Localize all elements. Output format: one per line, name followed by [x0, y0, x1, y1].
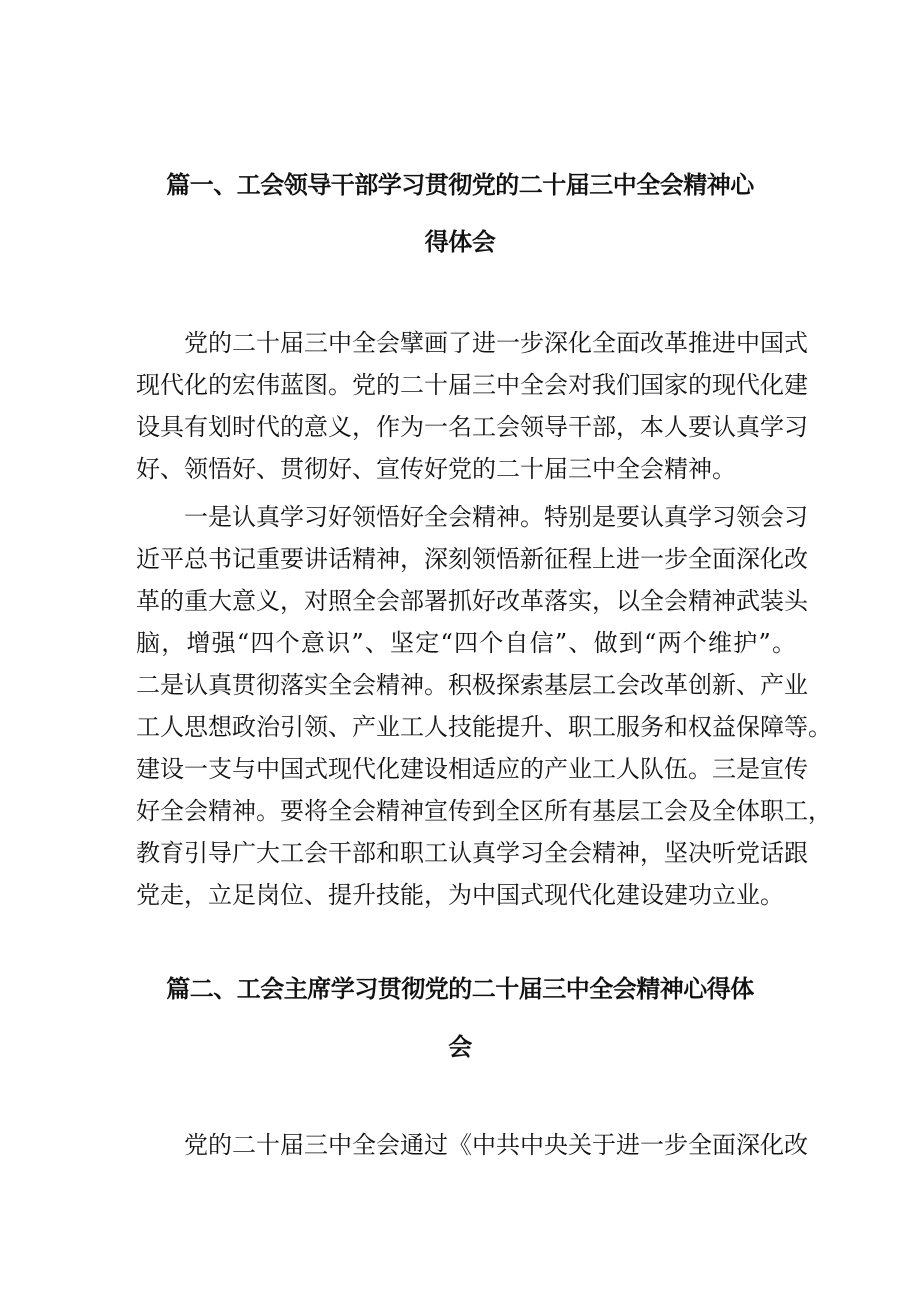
section1-p1-line: 党的二十届三中全会擘画了进一步深化全面改革推进中国式 [184, 329, 808, 357]
section2-title-line2: 会 [448, 1033, 472, 1061]
section1-p1-line: 好、领悟好、贯彻好、宣传好党的二十届三中全会精神。 [136, 455, 736, 483]
section1-p2-line: 好全会精神。要将全会精神宣传到全区所有基层工会及全体职工， [136, 797, 832, 825]
section1-p2-line: 近平总书记重要讲话精神，深刻领悟新征程上进一步全面深化改 [136, 545, 808, 573]
section1-p2-line: 建设一支与中国式现代化建设相适应的产业工人队伍。三是宣传 [136, 755, 808, 783]
section1-p1-line: 现代化的宏伟蓝图。党的二十届三中全会对我们国家的现代化建 [136, 371, 808, 399]
section1-p2-line: 党走，立足岗位、提升技能，为中国式现代化建设建功立业。 [136, 881, 784, 909]
section1-p2-line: 二是认真贯彻落实全会精神。积极探索基层工会改革创新、产业 [136, 671, 808, 699]
section1-p2-line: 工人思想政治引领、产业工人技能提升、职工服务和权益保障等。 [136, 713, 832, 741]
section2-p1-line: 党的二十届三中全会通过《中共中央关于进一步全面深化改 [184, 1131, 808, 1159]
section1-title-line1: 篇一、工会领导干部学习贯彻党的二十届三中全会精神心 [166, 171, 754, 199]
section1-p1-line: 设具有划时代的意义，作为一名工会领导干部，本人要认真学习 [136, 413, 808, 441]
section1-p2-line: 教育引导广大工会干部和职工认真学习全会精神，坚决听党话跟 [136, 839, 808, 867]
section1-p2-line: 革的重大意义，对照全会部署抓好改革落实，以全会精神武装头 [136, 587, 808, 615]
section2-title-line1: 篇二、工会主席学习贯彻党的二十届三中全会精神心得体 [166, 975, 754, 1003]
section1-p2-line: 一是认真学习好领悟好全会精神。特别是要认真学习领会习 [184, 503, 808, 531]
section1-title-line2: 得体会 [424, 228, 496, 256]
section1-p2-line: 脑，增强“四个意识”、坚定“四个自信”、做到“两个维护”。 [136, 629, 796, 657]
